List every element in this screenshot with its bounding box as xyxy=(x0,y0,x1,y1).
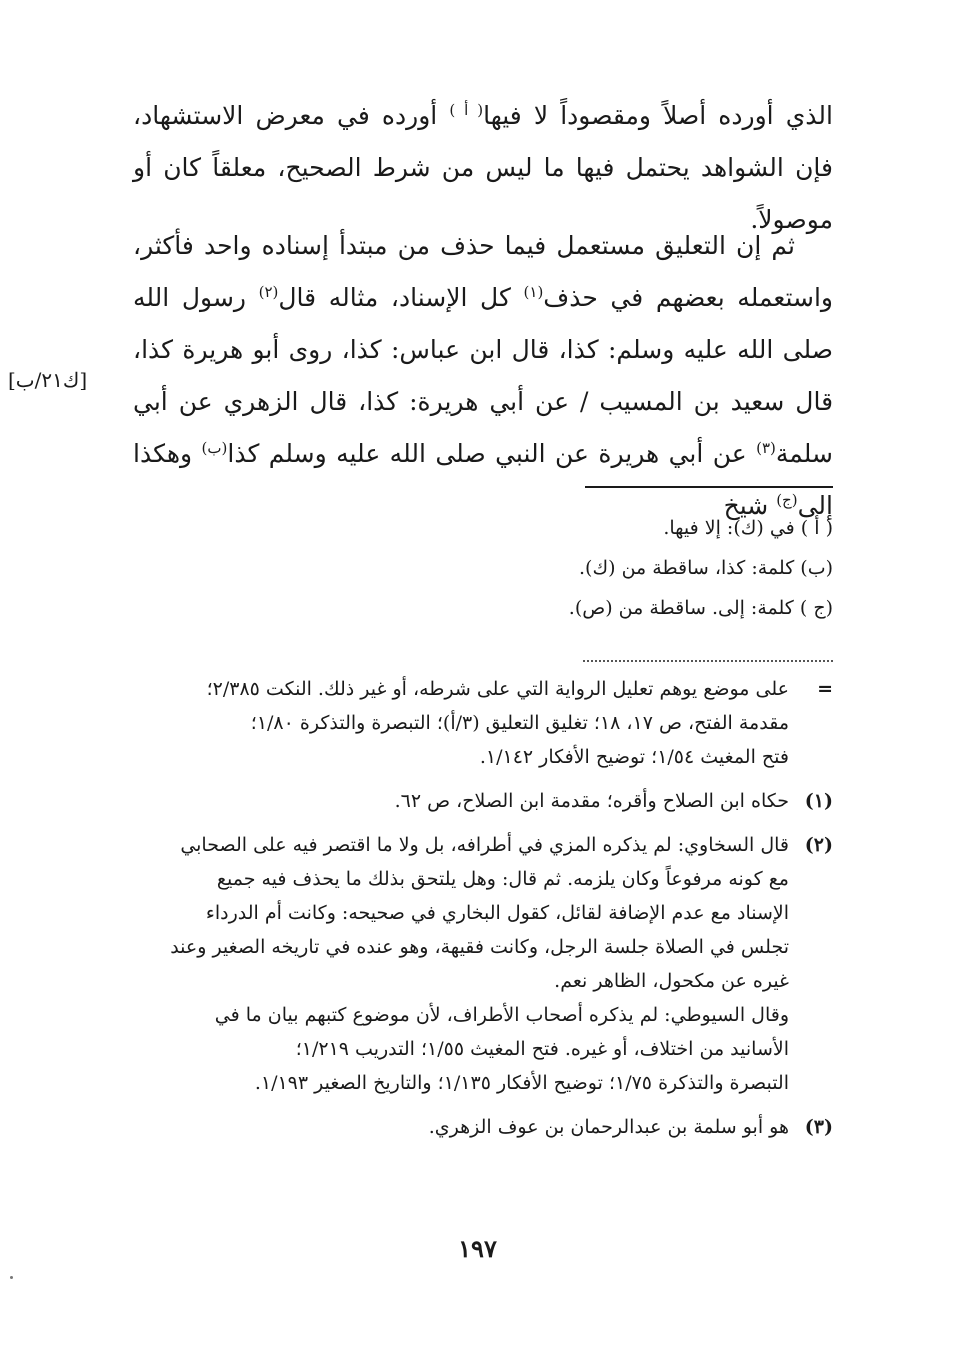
footnote-1 xyxy=(133,784,833,818)
footnote-continued xyxy=(133,672,833,774)
main-line: أورده في معرض الاستشهاد، فإن xyxy=(133,101,833,182)
footnote-body xyxy=(133,672,789,774)
variant-ref-a: ( أ ) xyxy=(449,101,484,119)
footnote-marker: (١) xyxy=(804,790,833,812)
main-line: ثم إن التعليق مستعمل فيما حذف من مبتدأ إسناده واحد فأكثر، xyxy=(133,231,795,260)
footnote-line: غيره عن مكحول، الظاهر نعم. xyxy=(554,970,789,992)
footnote-line: قال السخاوي: لم يذكره المزي في أطرافه، بل ولا ما اقتصر فيه على الصحابي xyxy=(180,834,789,856)
footnote-marker: (٢) xyxy=(804,834,833,856)
page-number: ١٩٧ xyxy=(458,1234,497,1263)
manuscript-margin-note: [ك٢١/ب] xyxy=(8,368,88,392)
footnote-3 xyxy=(133,1110,833,1144)
footnote-line: على موضع يوهم تعليل الرواية التي على شرطه، أو غير ذلك. النكت ٢/٣٨٥؛ xyxy=(206,678,789,700)
footnote-line: مع كونه مرفوعاً وكان يلزمه. ثم قال: وهل يلتحق بذلك ما يحذف فيه جميع xyxy=(216,868,789,890)
footnote-line: الإسناد مع عدم الإضافة لقائل، كقول البخاري في صحيحه: وكانت أم الدرداء xyxy=(205,902,789,924)
footnote-ref-3: (٣) xyxy=(756,439,776,457)
footnote-line: وقال السيوطي: لم يذكره أصحاب الأطراف، لأن موضوع كتبهم بيان ما في xyxy=(214,1004,789,1026)
main-line: الذي أورده أصلاً ومقصوداً لا فيها xyxy=(483,101,833,130)
scan-speck xyxy=(10,1276,13,1279)
footnote-ref-2: (٢) xyxy=(258,283,279,301)
footnote-ref-1: (١) xyxy=(523,283,544,301)
variant-ref-b: (ب) xyxy=(201,439,228,457)
variant-item: (ج ) كلمة: إلى. ساقطة من (ص). xyxy=(568,597,833,619)
footnote-separator-rule xyxy=(585,486,833,488)
main-line: واستعمله بعضهم في حذف xyxy=(543,283,833,312)
notes-dotted-separator xyxy=(583,660,833,662)
main-line: كل الإسناد، مثاله قال xyxy=(278,283,524,312)
footnote-line: فتح المغيث ١/٥٤؛ توضيح الأفكار ١/١٤٢. xyxy=(479,746,789,768)
footnotes xyxy=(133,672,833,1154)
variant-readings xyxy=(133,508,833,628)
footnote-line: تجلس في الصلاة جلسة الرجل، وكانت فقيهة، وهو عنده في تاريخه الصغير وعند xyxy=(170,936,789,958)
footnote-line: التبصرة والتذكرة ١/٧٥؛ توضيح الأفكار ١/١٣٥؛ والتاريخ الصغير ١/١٩٣. xyxy=(254,1072,789,1094)
footnote-body xyxy=(133,784,789,818)
footnote-line: الأسانيد من اختلاف، أو غيره. فتح المغيث ١/٥٥؛ التدريب ١/٢١٩؛ xyxy=(295,1038,789,1060)
main-line: عن أبي هريرة عن النبي صلى الله عليه وسلم كذا xyxy=(227,439,747,468)
variant-item: ( أ ) في (ك): إلا فيها. xyxy=(663,517,833,539)
variant-ref-c: (ج) xyxy=(776,491,798,509)
footnote-line: هو أبو سلمة بن عبدالرحمان بن عوف الزهري. xyxy=(428,1116,789,1138)
footnote-body xyxy=(133,828,789,1100)
footnote-marker: = xyxy=(817,678,833,700)
footnote-line: حكاه ابن الصلاح وأقره؛ مقدمة ابن الصلاح، ص ٦٢. xyxy=(394,790,789,812)
main-line: الله عليه وسلم: كذا، قال ابن عباس: كذا، روى أبو هريرة كذا، قال xyxy=(133,335,834,416)
footnote-body xyxy=(133,1110,789,1144)
footnote-line: مقدمة الفتح، ص ١٧، ١٨؛ تغليق التعليق (٣/أ)؛ التبصرة والتذكرة ١/٨٠؛ xyxy=(250,712,789,734)
main-line: رسول الله صلى xyxy=(133,283,833,364)
footnote-marker: (٣) xyxy=(804,1116,833,1138)
footnote-2 xyxy=(133,828,833,1100)
main-line: الشواهد يحتمل فيها ما ليس من شرط الصحيح، معلقاً كان أو موصولاً. xyxy=(133,153,833,234)
main-line: وهكذا إلى xyxy=(133,439,833,520)
variant-item: (ب) كلمة: كذا، ساقطة من (ك). xyxy=(579,557,833,579)
main-line: شيخ xyxy=(723,491,777,520)
main-line: سعيد بن المسيب / عن أبي هريرة: كذا، قال الزهري عن أبي سلمة xyxy=(133,387,833,468)
